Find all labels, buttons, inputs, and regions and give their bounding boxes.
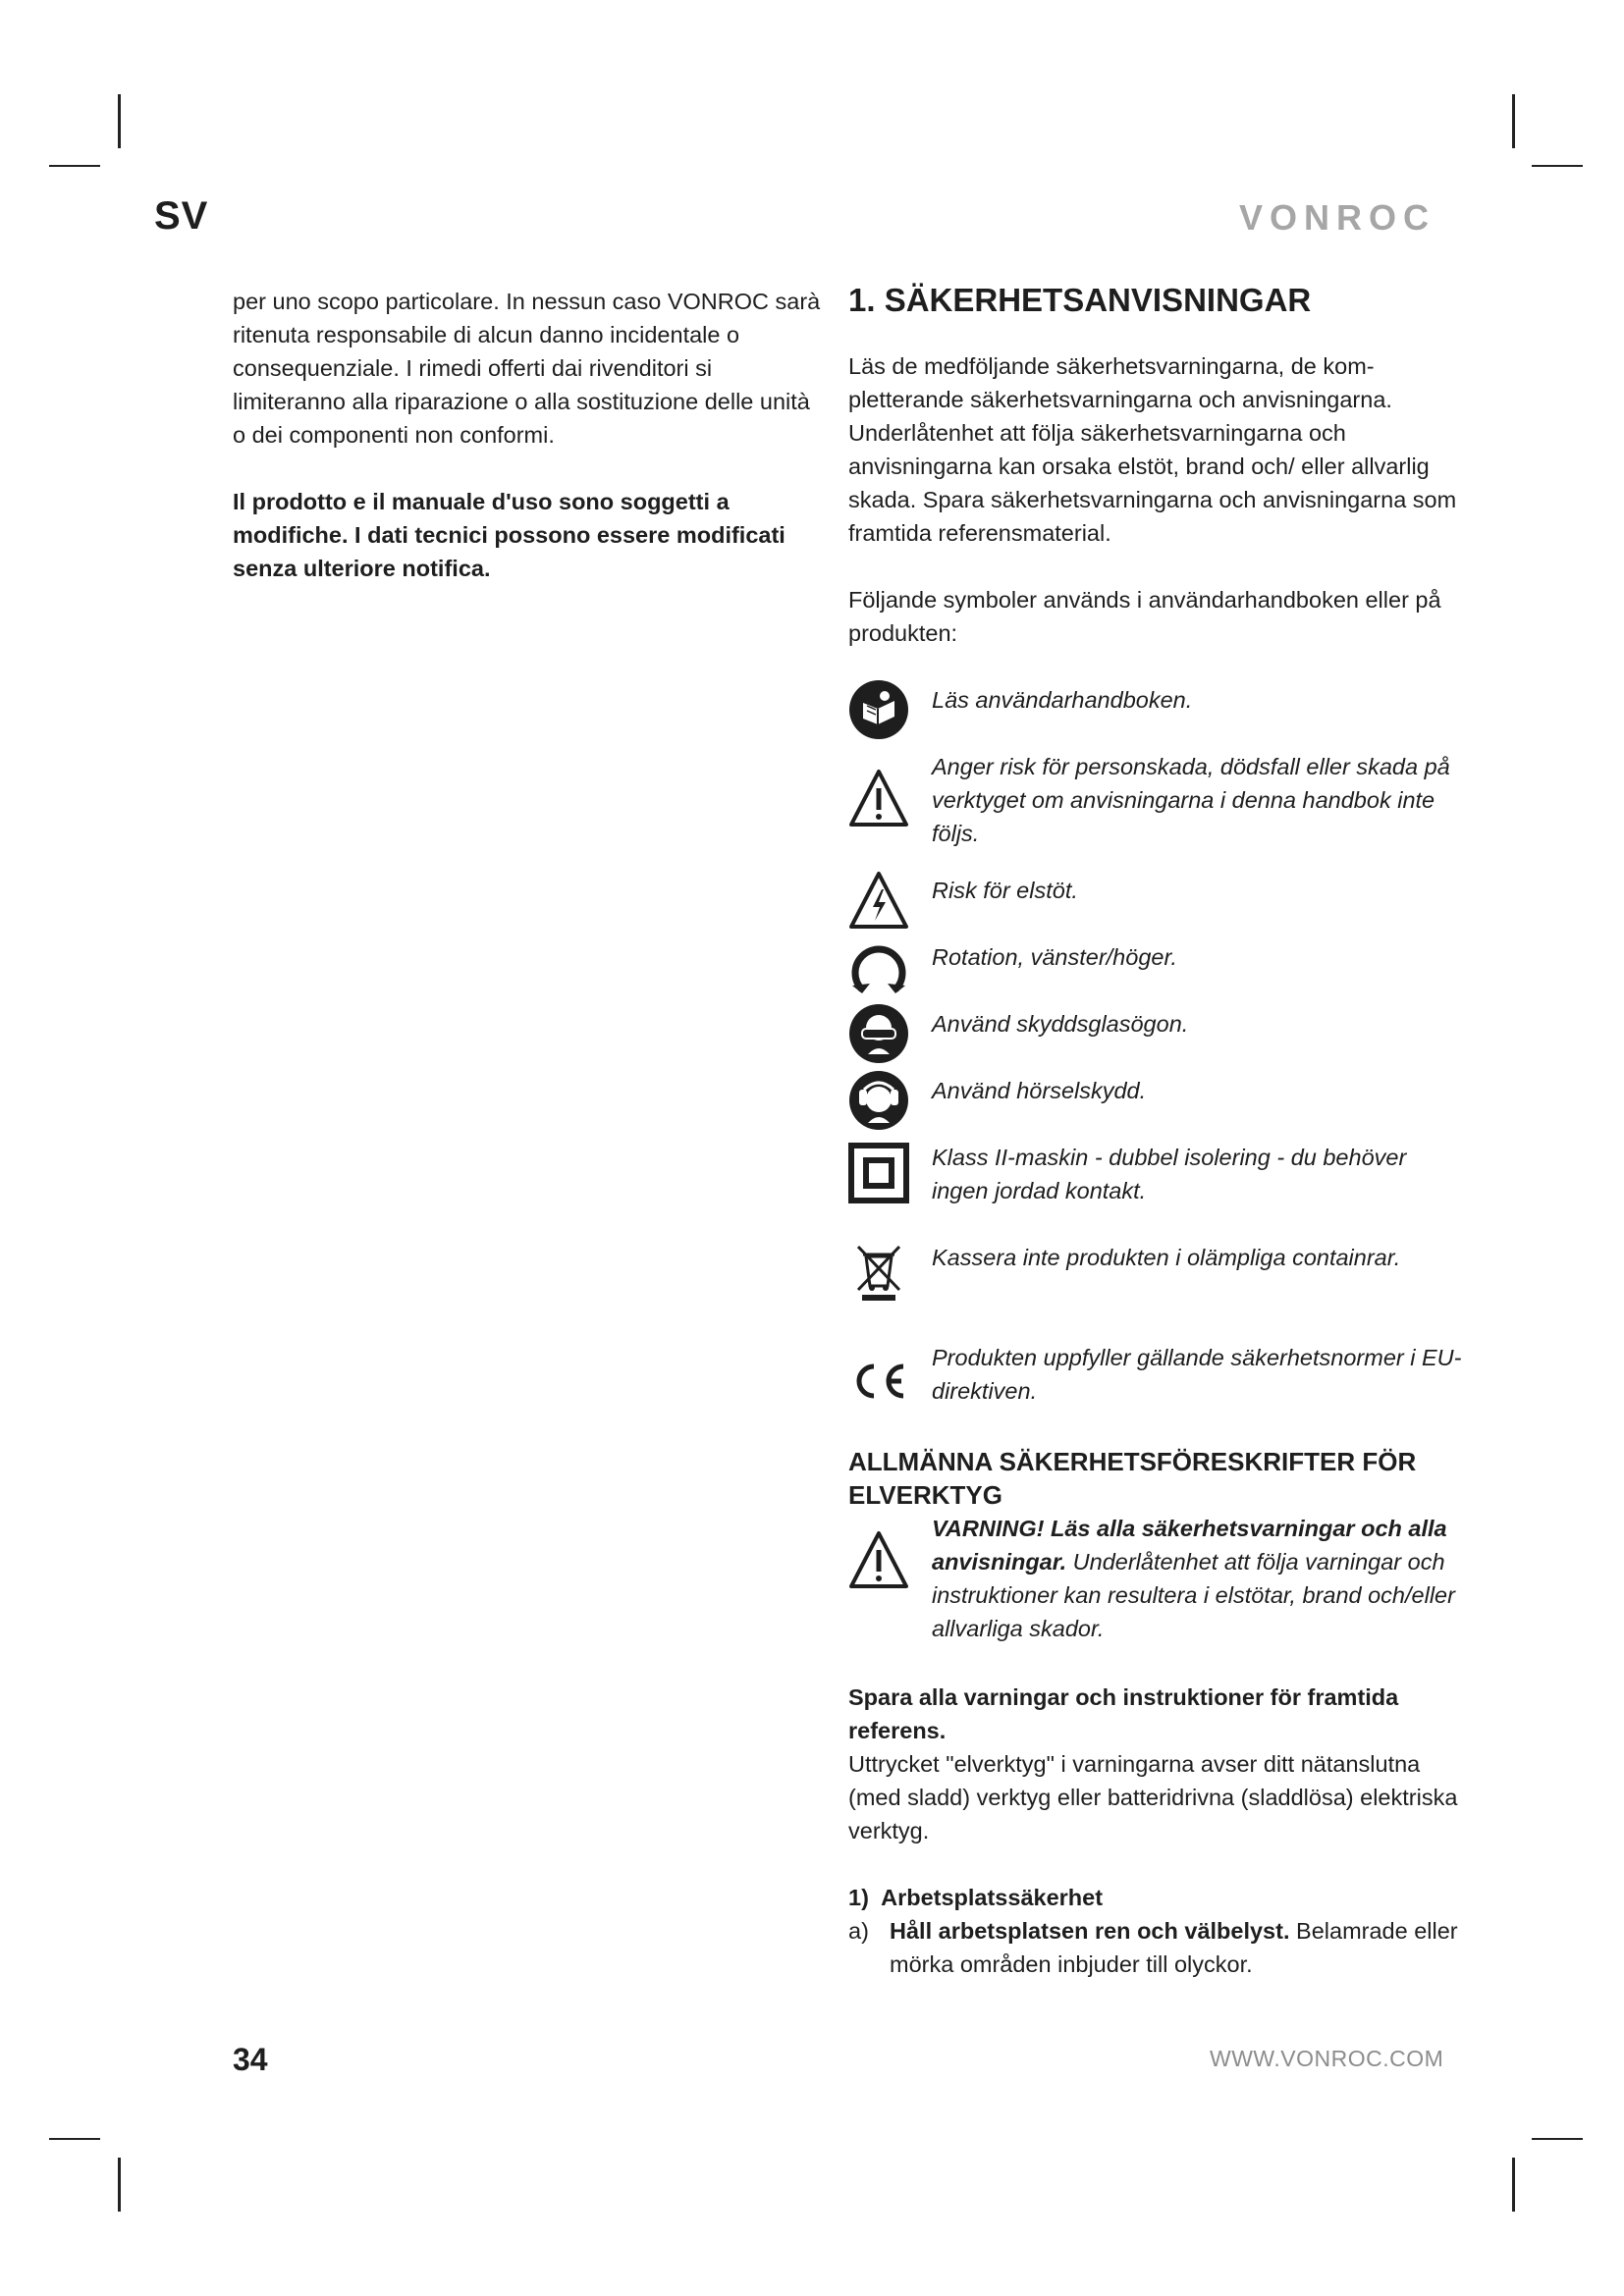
crop-mark [1512,94,1515,148]
symbol-text: Läs användarhandboken. [932,687,1193,713]
intro-paragraph: Läs de medföljande säkerhetsvarningarna, de kompletterande säkerhetsvarningarna och anvisningarna. Underlåtenhet att följa säkerhetsvarningarna och anvisningarna kan orsaka elstöt, brand och/ eller allvarlig skada. Spara säkerhetsvarningarna och anvisningarna som framtida referensmaterial. [848,353,1457,546]
warning-body: Underlåtenhet att följa varningar och instruktioner kan resultera i elstötar, brand och/eller allvarliga skador. [932,1549,1455,1641]
warning-triangle-icon [848,1529,909,1590]
symbol-item [848,1007,1467,1058]
rotation-icon [848,936,909,997]
workplace-title: Arbetsplatssäkerhet [881,1885,1104,1910]
symbol-text: Kassera inte produkten i olämpliga containrar. [932,1245,1401,1270]
warning-bold: VARNING! Läs alla säkerhetsvarningar och alla anvisningar. [932,1516,1447,1575]
symbol-item [848,1141,1467,1215]
workplace-section [848,1881,1467,1981]
warning-block [848,1512,1467,1645]
symbol-text: Risk för elstöt. [932,878,1078,903]
vonroc-logo [1239,200,1439,236]
symbols-intro: Följande symboler används i användarhandboken eller på produkten: [848,587,1441,646]
item-letter: a) [848,1918,869,1944]
safety-glasses-icon [848,1003,909,1064]
workplace-heading [848,1881,1467,1914]
symbol-item [848,874,1467,925]
class-ii-icon [848,1143,909,1203]
left-column [233,285,822,585]
website-url: WWW.VONROC.COM [1210,2046,1444,2071]
ce-mark-icon [848,1361,909,1402]
symbol-item [848,1074,1467,1125]
symbol-text: Produkten uppfyller gällande säkerhetsnormer i EU-direktiven. [932,1345,1462,1404]
crop-mark [118,94,121,148]
general-safety-title: ALLMÄNNA SÄKERHETSFÖRESKRIFTER FÖR ELVERKTYG [848,1447,1417,1510]
symbol-text: Använd hörselskydd. [932,1078,1147,1103]
crop-mark [49,165,100,167]
symbol-text: Rotation, vänster/höger. [932,944,1177,970]
page-number: 34 [233,2042,268,2077]
section-title: 1. SÄKERHETSANVISNINGAR [848,282,1312,318]
weee-bin-icon [848,1241,909,1302]
warning-triangle-icon [848,768,909,828]
read-manual-icon [848,679,909,740]
workplace-number: 1) [848,1885,869,1910]
modification-notice: Il prodotto e il manuale d'uso sono soggetti a modifiche. I dati tecnici possono essere modificati senza ulteriore notifica. [233,489,785,581]
power-tool-definition: Uttrycket "elverktyg" i varningarna avser ditt nätanslutna (med sladd) verktyg eller batteridrivna (sladdlösa) elektriska verktyg. [848,1751,1458,1843]
right-column [848,279,1467,1981]
item-text [890,1914,1467,1981]
crop-mark [49,2138,100,2140]
save-instructions-bold: Spara alla varningar och instruktioner för framtida referens. [848,1684,1399,1743]
crop-mark [1532,2138,1583,2140]
hearing-protection-icon [848,1070,909,1131]
symbol-item [848,683,1467,734]
item-body: Belamrade eller mörka områden inbjuder till olyckor. [890,1918,1458,1977]
item-bold: Håll arbetsplatsen ren och välbelyst. [890,1918,1290,1944]
symbol-item [848,750,1467,852]
crop-mark [1512,2158,1515,2212]
symbol-text: Använd skyddsglasögon. [932,1011,1189,1037]
electric-shock-icon [848,870,909,931]
symbol-text: Klass II-maskin - dubbel isolering - du behöver ingen jordad kontakt. [932,1145,1407,1203]
symbol-text: Anger risk för personskada, dödsfall eller skada på verktyget om anvisningarna i denna handbok inte följs. [932,754,1450,846]
disclaimer-paragraph: per uno scopo particolare. In nessun caso VONROC sarà ritenuta responsabile di alcun danno incidentale o consequenziale. I rimedi offerti dai rivenditori si limiteranno alla riparazione o alla sostituzione delle unità o dei componenti non conformi. [233,289,821,448]
symbol-item [848,1241,1467,1315]
symbol-item [848,1341,1467,1415]
symbol-item [848,940,1467,991]
warning-text [932,1512,1467,1645]
crop-mark [118,2158,121,2212]
brand-wordmark: VONROC [1239,200,1436,236]
workplace-item [848,1914,1467,1981]
language-code: SV [154,194,209,238]
crop-mark [1532,165,1583,167]
